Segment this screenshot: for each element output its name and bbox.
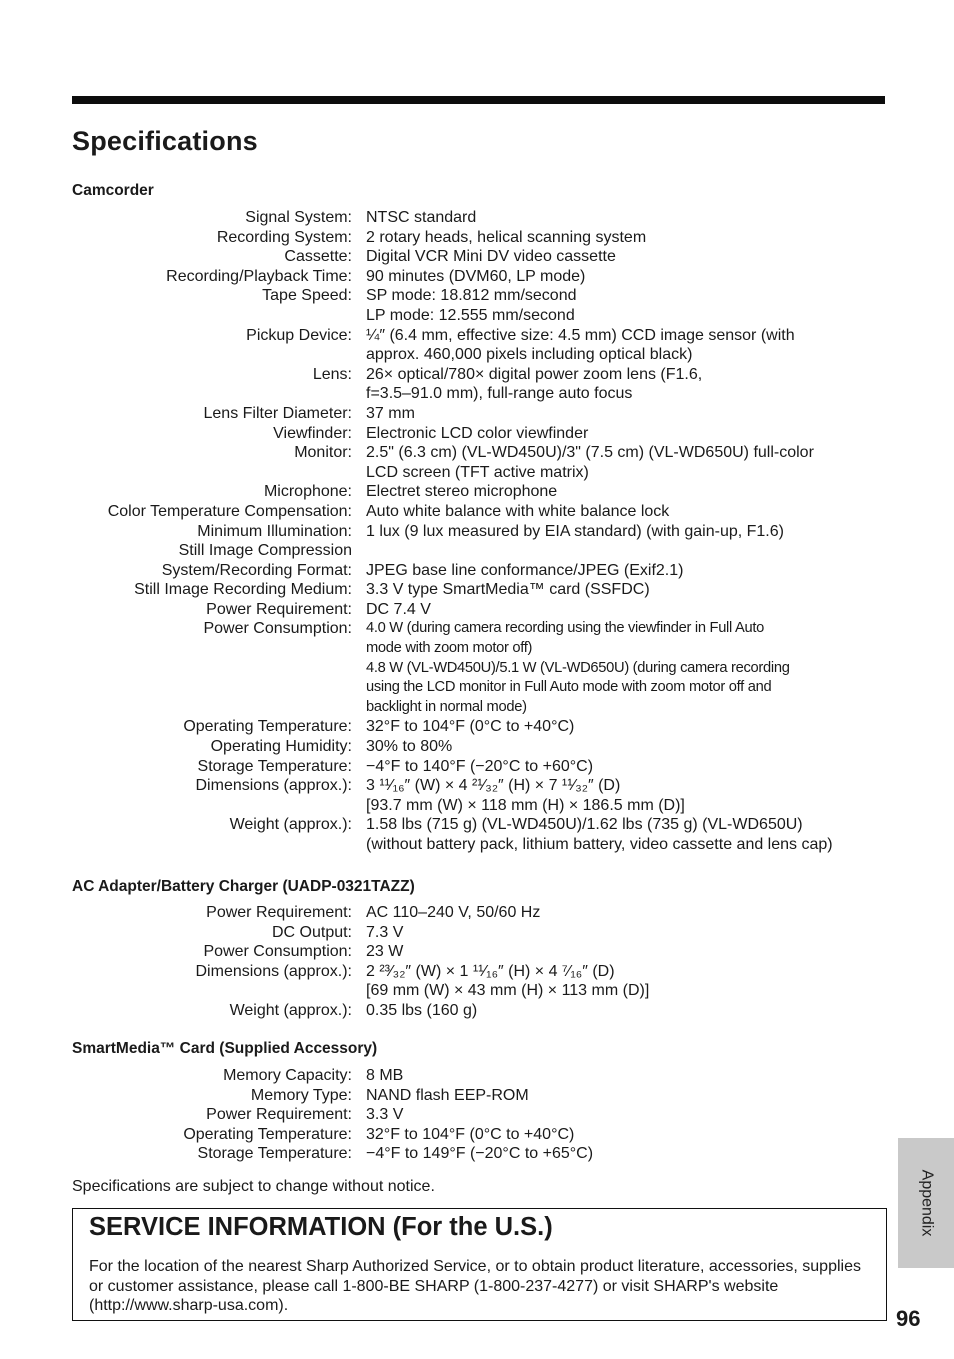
spec-row	[72, 561, 892, 581]
spec-value	[366, 1125, 892, 1145]
spec-row	[72, 1125, 892, 1145]
spec-label: Recording System:	[216, 228, 352, 246]
spec-row	[72, 247, 892, 267]
spec-label: Memory Capacity:	[223, 1067, 352, 1084]
spec-value	[366, 482, 892, 502]
spec-value-line: 3 ¹¹⁄₁₆″ (W) × 4 ²¹⁄₃₂″ (H) × 7 ¹¹⁄₃₂″ (D)	[366, 777, 621, 795]
service-title: SERVICE INFORMATION (For the U.S.)	[89, 1213, 553, 1241]
spec-label: Storage Temperature:	[197, 1145, 352, 1163]
spec-value-line: mode with zoom motor off)	[366, 640, 533, 657]
spec-value	[366, 424, 892, 444]
spec-row	[72, 326, 892, 365]
spec-label: Power Requirement:	[206, 904, 352, 921]
spec-value	[366, 404, 892, 424]
spec-value-line: 0.35 lbs (160 g)	[366, 1001, 478, 1019]
spec-label: Power Consumption:	[203, 943, 352, 961]
spec-row	[72, 482, 892, 502]
spec-label: Dimensions (approx.):	[195, 962, 352, 980]
spec-value	[366, 942, 892, 962]
spec-label: DC Output:	[271, 923, 352, 941]
spec-value	[366, 600, 892, 620]
spec-label: Lens Filter Diameter:	[203, 404, 352, 422]
spec-label: Power Requirement:	[206, 600, 352, 618]
spec-row	[72, 443, 892, 482]
spec-row	[72, 228, 892, 248]
spec-value	[366, 561, 892, 581]
spec-value	[366, 717, 892, 737]
spec-label: Memory Type:	[250, 1086, 352, 1104]
spec-value-line: LCD screen (TFT active matrix)	[366, 463, 589, 481]
spec-value	[366, 923, 892, 943]
spec-value-line: Electronic LCD color viewfinder	[366, 424, 589, 442]
spec-value-line: 2 rotary heads, helical scanning system	[366, 228, 647, 246]
spec-value-line: Electret stereo microphone	[366, 483, 558, 501]
spec-value	[366, 1066, 892, 1086]
section-heading-camcorder: Camcorder	[72, 182, 154, 199]
appendix-tab-label: Appendix	[918, 1169, 935, 1237]
spec-value-line: 23 W	[366, 943, 404, 961]
spec-value	[366, 228, 892, 248]
spec-value-line: NTSC standard	[366, 209, 477, 226]
service-body: For the location of the nearest Sharp Authorized Service, or to obtain product literature, accessories, supplies or customer assistance, please call 1-800-BE SHARP (1-800-237-4277) or visit SHARP's website (http://www.sharp-usa.com).	[89, 1258, 861, 1315]
spec-value	[366, 962, 892, 1001]
appendix-tab	[898, 1138, 954, 1268]
spec-value-line: 32°F to 104°F (0°C to +40°C)	[366, 1125, 575, 1143]
spec-label: Cassette:	[284, 248, 352, 266]
spec-row	[72, 267, 892, 287]
spec-row	[72, 286, 892, 325]
spec-value-line: −4°F to 140°F (−20°C to +60°C)	[366, 757, 594, 775]
spec-value	[366, 522, 892, 542]
service-information-box	[72, 1208, 887, 1321]
spec-value	[366, 815, 892, 854]
spec-value	[366, 326, 892, 365]
spec-value-line: 2.5" (6.3 cm) (VL-WD450U)/3" (7.5 cm) (VL-WD650U) full-color	[366, 444, 814, 462]
spec-row	[72, 1105, 892, 1125]
spec-label: Operating Humidity:	[210, 738, 352, 756]
spec-value-line: Digital VCR Mini DV video cassette	[366, 248, 616, 266]
spec-label: Viewfinder:	[273, 424, 352, 442]
spec-label: Monitor:	[294, 444, 352, 462]
spec-value-line: 4.0 W (during camera recording using the viewfinder in Full Auto	[366, 620, 764, 637]
spec-value-line: 30% to 80%	[366, 738, 453, 756]
spec-row	[72, 365, 892, 404]
spec-value-line: f=3.5–91.0 mm), full-range auto focus	[366, 385, 633, 403]
spec-value	[366, 619, 892, 717]
spec-row	[72, 424, 892, 444]
spec-value	[366, 541, 892, 561]
spec-row	[72, 1001, 892, 1021]
spec-value	[366, 580, 892, 600]
spec-row	[72, 404, 892, 424]
spec-label: Weight (approx.):	[229, 1001, 352, 1019]
spec-row	[72, 962, 892, 1001]
spec-row	[72, 208, 892, 228]
spec-label: Operating Temperature:	[183, 1125, 352, 1143]
section-heading-smartmedia: SmartMedia™ Card (Supplied Accessory)	[72, 1040, 378, 1057]
spec-value-line: [93.7 mm (W) × 118 mm (H) × 186.5 mm (D)]	[366, 796, 685, 814]
spec-value-line: approx. 460,000 pixels including optical black)	[366, 346, 693, 364]
spec-value-line	[366, 541, 892, 561]
spec-row	[72, 1066, 892, 1086]
spec-value-line: 37 mm	[366, 404, 415, 422]
spec-row	[72, 737, 892, 757]
page-number: 96	[896, 1306, 921, 1331]
spec-value-line: NAND flash EEP-ROM	[366, 1086, 529, 1104]
spec-label: Still Image Recording Medium:	[134, 581, 352, 599]
change-notice: Specifications are subject to change without notice.	[72, 1178, 435, 1195]
spec-value-line: Auto white balance with white balance lock	[366, 502, 670, 520]
spec-label: System/Recording Format:	[161, 561, 352, 579]
spec-label: Microphone:	[263, 483, 352, 501]
spec-value-line: 26× optical/780× digital power zoom lens (F1.6,	[366, 365, 703, 383]
spec-row	[72, 502, 892, 522]
spec-value-line: backlight in normal mode)	[366, 698, 527, 715]
spec-label: Color Temperature Compensation:	[107, 502, 352, 520]
spec-value-line: (without battery pack, lithium battery, video cassette and lens cap)	[366, 836, 833, 853]
spec-label: Power Requirement:	[206, 1106, 352, 1124]
spec-value-line: using the LCD monitor in Full Auto mode with zoom motor off and	[366, 679, 772, 696]
spec-row	[72, 1086, 892, 1106]
spec-row	[72, 757, 892, 777]
spec-value	[366, 502, 892, 522]
spec-value-line: [69 mm (W) × 43 mm (H) × 113 mm (D)]	[366, 982, 650, 1000]
camcorder-spec-table	[72, 208, 892, 855]
spec-label: Power Consumption:	[203, 620, 352, 638]
spec-value-line: 7.3 V	[366, 923, 404, 941]
spec-value	[366, 1144, 892, 1164]
section-heading-ac-adapter: AC Adapter/Battery Charger (UADP-0321TAZZ)	[72, 878, 415, 895]
spec-value-line: AC 110–240 V, 50/60 Hz	[366, 904, 541, 921]
adapter-spec-table	[72, 903, 892, 1021]
spec-label: Still Image Compression	[178, 542, 352, 560]
smartmedia-spec-table	[72, 1066, 892, 1164]
spec-value-line: 32°F to 104°F (0°C to +40°C)	[366, 718, 575, 736]
spec-value-line: 3.3 V type SmartMedia™ card (SSFDC)	[366, 581, 650, 599]
spec-label: Signal System:	[245, 209, 352, 226]
spec-label: Operating Temperature:	[183, 718, 352, 736]
spec-label: Pickup Device:	[246, 326, 352, 344]
spec-value	[366, 1105, 892, 1125]
spec-value	[366, 286, 892, 325]
page-title: Specifications	[72, 126, 258, 156]
spec-row	[72, 815, 892, 854]
spec-label: Minimum Illumination:	[197, 522, 352, 540]
top-rule	[72, 96, 885, 104]
spec-value	[366, 1086, 892, 1106]
spec-value-line: −4°F to 149°F (−20°C to +65°C)	[366, 1145, 594, 1163]
spec-row	[72, 619, 892, 717]
spec-value	[366, 737, 892, 757]
spec-row	[72, 942, 892, 962]
spec-label: Recording/Playback Time:	[166, 267, 352, 285]
spec-value-line: 1 lux (9 lux measured by EIA standard) (with gain-up, F1.6)	[366, 522, 784, 540]
spec-value-line: 4.8 W (VL-WD450U)/5.1 W (VL-WD650U) (during camera recording	[366, 659, 790, 676]
spec-label: Storage Temperature:	[197, 757, 352, 775]
spec-value-line: DC 7.4 V	[366, 600, 431, 618]
spec-value-line: 8 MB	[366, 1067, 404, 1084]
spec-value	[366, 365, 892, 404]
spec-value-line: ¼″ (6.4 mm, effective size: 4.5 mm) CCD image sensor (with	[366, 326, 795, 344]
spec-value	[366, 267, 892, 287]
spec-value-line: 90 minutes (DVM60, LP mode)	[366, 267, 586, 285]
spec-row	[72, 923, 892, 943]
spec-value-line: 2 ²³⁄₃₂″ (W) × 1 ¹¹⁄₁₆″ (H) × 4 ⁷⁄₁₆″ (D)	[366, 962, 615, 980]
spec-value-line: LP mode: 12.555 mm/second	[366, 306, 575, 324]
spec-row	[72, 903, 892, 923]
spec-value	[366, 1001, 892, 1021]
spec-row	[72, 541, 892, 561]
spec-value	[366, 903, 892, 923]
spec-value	[366, 776, 892, 815]
spec-row	[72, 717, 892, 737]
spec-row	[72, 580, 892, 600]
spec-row	[72, 1144, 892, 1164]
spec-value-line: JPEG base line conformance/JPEG (Exif2.1)	[366, 561, 684, 579]
spec-row	[72, 522, 892, 542]
spec-label: Lens:	[312, 365, 352, 383]
spec-row	[72, 776, 892, 815]
spec-value	[366, 247, 892, 267]
spec-label: Weight (approx.):	[229, 816, 352, 834]
spec-value	[366, 757, 892, 777]
spec-value	[366, 443, 892, 482]
spec-value-line: 3.3 V	[366, 1106, 404, 1124]
spec-label: Tape Speed:	[262, 287, 352, 305]
spec-row	[72, 600, 892, 620]
spec-value-line: 1.58 lbs (715 g) (VL-WD450U)/1.62 lbs (735 g) (VL-WD650U)	[366, 816, 803, 834]
spec-label: Dimensions (approx.):	[195, 777, 352, 795]
spec-value	[366, 208, 892, 228]
spec-value-line: SP mode: 18.812 mm/second	[366, 287, 577, 305]
